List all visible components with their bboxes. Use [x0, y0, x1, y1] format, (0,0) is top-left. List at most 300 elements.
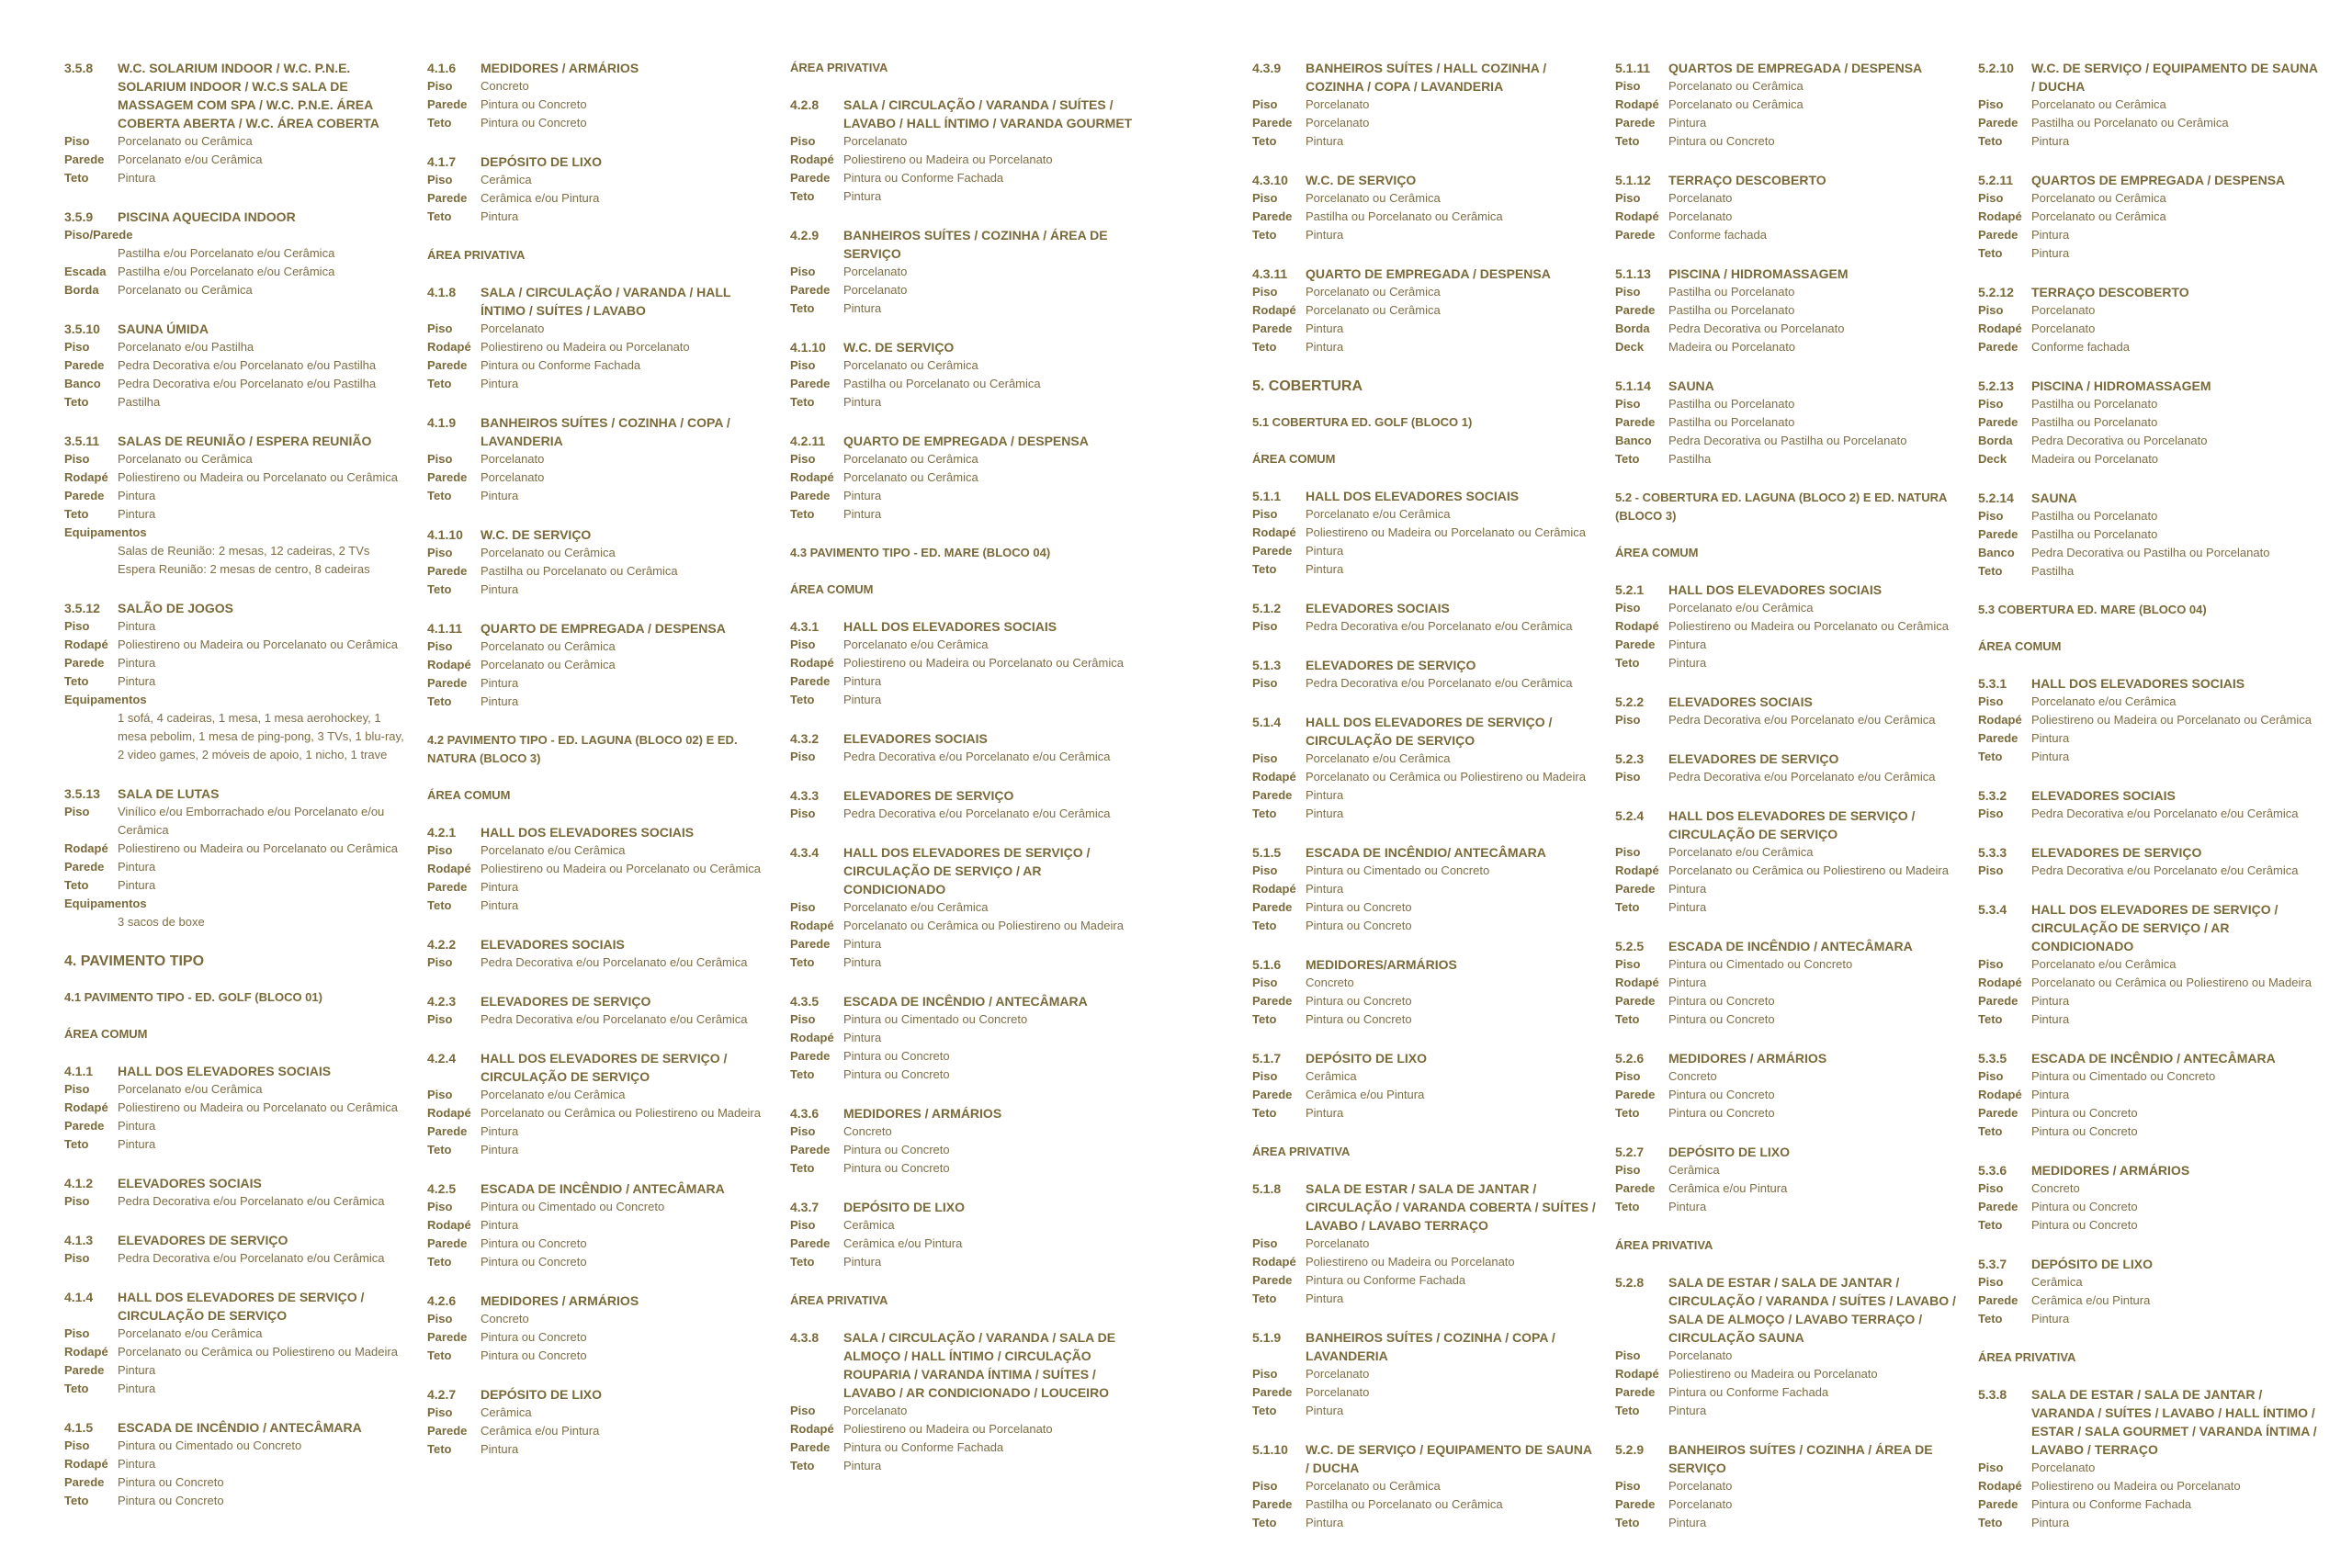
spec-row	[1978, 413, 2323, 432]
spec-label: Teto	[427, 582, 452, 596]
spec-label: Parede	[1978, 1497, 2018, 1511]
spec-label: Rodapé	[1978, 321, 2022, 335]
spec-row	[427, 189, 772, 208]
spec-label: Parede	[1615, 1497, 1656, 1511]
spec-section	[427, 619, 772, 711]
spec-value: Pastilha ou Porcelanato	[1668, 285, 1795, 299]
column-1	[64, 59, 409, 1530]
section-title: SALA / CIRCULAÇÃO / VARANDA / SALA DE ALMOÇO / HALL ÍNTIMO / CIRCULAÇÃO ROUPARIA / VARANDA ÍNTIMA / SUÍTES / LAVABO / AR CONDICIONADO / LOUCEIRO	[843, 1330, 1116, 1400]
spec-row	[1252, 1253, 1597, 1271]
spec-row	[1252, 1086, 1597, 1104]
section-title: ESCADA DE INCÊNDIO / ANTECÂMARA	[481, 1181, 725, 1196]
spec-row	[64, 468, 409, 487]
spec-label: Parede	[1615, 994, 1656, 1008]
spec-section	[1252, 1328, 1597, 1420]
spec-label: Parede	[427, 564, 468, 578]
section-number: 3.5.11	[64, 434, 100, 448]
spec-value: Pastilha ou Porcelanato	[2031, 509, 2158, 523]
spec-row	[1978, 1198, 2323, 1216]
section-title: W.C. SOLARIUM INDOOR / W.C. P.N.E. SOLARIUM INDOOR / W.C.S SALA DE MASSAGEM COM SPA / W.C. P.N.E. ÁREA COBERTA ABERTA / W.C. ÁREA COBERTA	[118, 61, 379, 130]
spec-section	[427, 59, 772, 132]
spec-label: Borda	[1615, 321, 1650, 335]
spec-label: Parede	[427, 191, 468, 205]
spec-row	[1615, 320, 1960, 338]
spec-label: Equipamentos	[64, 525, 147, 539]
spec-label: Parede	[64, 489, 105, 502]
section-number: 5.1.11	[1615, 61, 1651, 75]
spec-value: Pintura	[2031, 1088, 2070, 1101]
spec-label: Rodapé	[427, 1106, 471, 1120]
spec-value: Pintura	[1306, 1292, 1344, 1305]
spec-label: Parede	[64, 1363, 105, 1377]
section-title: PISCINA / HIDROMASSAGEM	[1668, 266, 1849, 281]
spec-value: Cerâmica e/ou Pintura	[481, 1424, 600, 1438]
spec-value: Conforme fachada	[2031, 340, 2130, 354]
section-title: SALA DE ESTAR / SALA DE JANTAR / VARANDA / SUÍTES / LAVABO / HALL ÍNTIMO / ESTAR / SALA GOURMET / VARANDA ÍNTIMA / LAVABO / TERRAÇO	[2031, 1387, 2317, 1457]
spec-row	[790, 898, 1135, 917]
spec-row	[1615, 1365, 1960, 1383]
spec-label: Piso	[64, 134, 90, 148]
section-heading	[427, 935, 772, 953]
spec-label: Parede	[790, 489, 831, 502]
section-heading	[64, 432, 409, 450]
spec-section	[1252, 656, 1597, 693]
section-number: 4.2.3	[427, 994, 457, 1009]
subsection-heading: 4.3 PAVIMENTO TIPO - ED. MARE (BLOCO 04)	[790, 546, 1051, 559]
spec-row	[1615, 617, 1960, 636]
spec-label: Parede	[1252, 116, 1293, 130]
spec-section	[427, 413, 772, 505]
spec-label: Rodapé	[1252, 525, 1296, 539]
section-number: 4.2.5	[427, 1181, 457, 1196]
spec-label: Rodapé	[790, 1422, 834, 1436]
spec-section	[1615, 693, 1960, 729]
spec-label: Piso	[1978, 1461, 2004, 1474]
section-number: 4.3.5	[790, 994, 820, 1009]
section-number: 5.2.4	[1615, 808, 1645, 823]
spec-value: Pedra Decorativa e/ou Porcelanato e/ou Cerâmica	[843, 750, 1111, 763]
spec-value: Cerâmica e/ou Pintura	[1306, 1088, 1425, 1101]
spec-label: Teto	[1615, 134, 1640, 148]
spec-value: Pintura	[843, 189, 882, 203]
spec-value: Porcelanato ou Cerâmica ou Poliestireno ou Madeira	[118, 1345, 398, 1359]
section-heading	[64, 320, 409, 338]
spec-label: Teto	[427, 898, 452, 912]
spec-label: Rodapé	[790, 919, 834, 932]
spec-row	[1252, 1495, 1597, 1514]
subsection-heading: ÁREA COMUM	[64, 1027, 148, 1041]
section-heading	[64, 1288, 409, 1325]
section-number: 4.3.4	[790, 845, 820, 860]
spec-label: Piso	[1615, 397, 1641, 411]
section-number: 5.1.13	[1615, 266, 1651, 281]
spec-label: Teto	[427, 1143, 452, 1156]
spec-value: Pintura	[481, 377, 519, 390]
chapter-heading: 4. PAVIMENTO TIPO	[64, 953, 205, 969]
section-heading	[1252, 955, 1597, 974]
section-title: BANHEIROS SUÍTES / COZINHA / COPA / LAVANDERIA	[1306, 1330, 1555, 1363]
section-number: 5.2.5	[1615, 939, 1645, 953]
spec-row	[427, 562, 772, 581]
spec-label: Teto	[1978, 1218, 2003, 1232]
spec-value: Pintura ou Conforme Fachada	[1668, 1385, 1829, 1399]
spec-row	[1978, 320, 2323, 338]
spec-value: Pintura	[118, 619, 156, 633]
spec-row	[1615, 1495, 1960, 1514]
spec-row	[64, 1380, 409, 1398]
section-heading	[790, 729, 1135, 748]
section-heading	[1615, 581, 1960, 599]
spec-row	[64, 151, 409, 169]
subsection-heading: ÁREA PRIVATIVA	[1978, 1350, 2076, 1364]
section-title: ESCADA DE INCÊNDIO / ANTECÂMARA	[1668, 939, 1913, 953]
spec-row	[790, 187, 1135, 206]
spec-section	[1978, 674, 2323, 766]
spec-label: Piso	[427, 843, 453, 857]
section-number: 4.3.10	[1252, 173, 1288, 187]
section-title: DEPÓSITO DE LIXO	[481, 154, 602, 169]
spec-section	[1252, 955, 1597, 1029]
spec-label: Parede	[427, 470, 468, 484]
spec-label: Teto	[427, 209, 452, 223]
spec-value: Porcelanato ou Cerâmica ou Poliestireno ou Madeira	[1668, 863, 1949, 877]
spec-label: Parede	[427, 1236, 468, 1250]
section-number: 4.1.3	[64, 1233, 94, 1247]
spec-row	[427, 581, 772, 599]
spec-value: Pintura	[1668, 1200, 1707, 1213]
spec-value: Pintura	[1668, 976, 1707, 989]
spec-section	[1978, 843, 2323, 880]
spec-row	[64, 803, 409, 840]
spec-value: Pintura	[2031, 228, 2070, 242]
section-heading	[1615, 1440, 1960, 1477]
spec-label: Piso	[1615, 770, 1641, 784]
spec-label: Piso	[1615, 957, 1641, 971]
spec-value: Pintura ou Concreto	[1668, 1088, 1775, 1101]
spec-label: Rodapé	[427, 1218, 471, 1232]
spec-value: Vinílico e/ou Emborrachado e/ou Porcelanato e/ou Cerâmica	[118, 805, 385, 837]
section-number: 5.2.3	[1615, 751, 1645, 766]
spec-row	[427, 487, 772, 505]
spec-row	[1615, 1347, 1960, 1365]
spec-label: Parede	[1978, 1293, 2018, 1307]
spec-row	[64, 338, 409, 356]
spec-value: Pintura	[2031, 1312, 2070, 1325]
spec-row	[64, 281, 409, 299]
spec-value: Pintura	[118, 171, 156, 185]
spec-row	[790, 672, 1135, 691]
section-title: BANHEIROS SUÍTES / COZINHA / ÁREA DE SERVIÇO	[1668, 1442, 1933, 1475]
section-number: 4.2.1	[427, 825, 457, 840]
spec-label: Rodapé	[1978, 1479, 2022, 1493]
spec-value: Porcelanato ou Cerâmica	[481, 546, 616, 559]
section-title: ESCADA DE INCÊNDIO / ANTECÂMARA	[843, 994, 1088, 1009]
section-title: SALÃO DE JOGOS	[118, 601, 234, 615]
spec-label: Rodapé	[1978, 209, 2022, 223]
spec-section	[1252, 487, 1597, 579]
spec-label: Teto	[790, 301, 815, 315]
section-title: HALL DOS ELEVADORES SOCIAIS	[1668, 582, 1883, 597]
spec-value: Poliestireno ou Madeira ou Porcelanato	[481, 340, 690, 354]
spec-row	[1978, 1514, 2323, 1532]
spec-row	[427, 1104, 772, 1122]
spec-section	[427, 1292, 772, 1365]
spec-row	[64, 1192, 409, 1211]
spec-row	[790, 917, 1135, 935]
spec-label: Rodapé	[64, 637, 108, 651]
section-heading	[64, 208, 409, 226]
spec-label: Teto	[790, 1067, 815, 1081]
spec-row	[790, 1402, 1135, 1420]
spec-value: Porcelanato	[1668, 1497, 1733, 1511]
spec-label: Piso	[1615, 845, 1641, 859]
spec-value: Pintura	[1306, 1516, 1344, 1529]
section-heading	[1978, 1385, 2323, 1459]
section-number: 5.3.1	[1978, 676, 2007, 691]
spec-label: Banco	[1978, 546, 2015, 559]
section-number: 5.3.4	[1978, 902, 2007, 917]
spec-label: Piso	[1615, 1069, 1641, 1083]
spec-value: Poliestireno ou Madeira ou Porcelanato ou Cerâmica	[118, 470, 398, 484]
spec-row	[427, 674, 772, 693]
section-heading	[64, 1174, 409, 1192]
spec-row	[64, 1099, 409, 1117]
spec-value: Pintura	[1306, 882, 1344, 896]
spec-value: Pedra Decorativa ou Pastilha ou Porcelanato	[2031, 546, 2270, 559]
spec-value: Pedra Decorativa e/ou Porcelanato e/ou Cerâmica	[481, 955, 748, 969]
spec-row	[64, 654, 409, 672]
spec-note: 3 sacos de boxe	[118, 915, 205, 929]
section-number: 5.1.14	[1615, 378, 1651, 393]
spec-row	[427, 1010, 772, 1029]
spec-value: Pintura	[1306, 807, 1344, 820]
spec-value: Porcelanato e/ou Cerâmica	[118, 1082, 263, 1096]
spec-value: Pastilha ou Porcelanato ou Cerâmica	[481, 564, 678, 578]
section-heading	[64, 1062, 409, 1080]
spec-label: Piso	[1978, 1275, 2004, 1289]
spec-section	[64, 320, 409, 412]
spec-value: Concreto	[1668, 1069, 1717, 1083]
spec-label: Piso	[1978, 97, 2004, 111]
section-heading	[1978, 1049, 2323, 1067]
spec-value: Concreto	[2031, 1181, 2080, 1195]
spec-label: Parede	[790, 283, 831, 297]
spec-label: Piso	[790, 358, 816, 372]
spec-value: Porcelanato e/ou Cerâmica	[1306, 751, 1451, 765]
section-heading	[1978, 1161, 2323, 1179]
spec-row	[1252, 1402, 1597, 1420]
section-number: 3.5.9	[64, 209, 94, 224]
spec-value: Pintura ou Concreto	[1668, 134, 1775, 148]
section-heading	[790, 432, 1135, 450]
spec-row	[64, 132, 409, 151]
spec-value: Porcelanato ou Cerâmica	[481, 658, 616, 671]
spec-row	[1615, 1161, 1960, 1179]
spec-value: Pintura	[843, 955, 882, 969]
spec-section	[790, 1328, 1135, 1475]
spec-label: Piso	[790, 452, 816, 466]
spec-value: Poliestireno ou Madeira ou Porcelanato	[2031, 1479, 2241, 1493]
spec-row	[427, 338, 772, 356]
spec-row	[1615, 599, 1960, 617]
section-title: W.C. DE SERVIÇO / EQUIPAMENTO DE SAUNA / DUCHA	[1306, 1442, 1592, 1475]
spec-section	[1978, 377, 2323, 468]
subsection-heading: 5.2 - COBERTURA ED. LAGUNA (BLOCO 2) E ED. NATURA (BLOCO 3)	[1615, 491, 1947, 523]
spec-value: Pintura ou Concreto	[1306, 994, 1412, 1008]
spec-row	[1978, 862, 2323, 880]
spec-row	[427, 693, 772, 711]
spec-label: Teto	[1252, 1404, 1277, 1417]
spec-label: Parede	[427, 676, 468, 690]
spec-label: Rodapé	[64, 1345, 108, 1359]
section-title: HALL DOS ELEVADORES DE SERVIÇO / CIRCULAÇÃO DE SERVIÇO	[1668, 808, 1916, 841]
section-heading	[790, 786, 1135, 805]
spec-row	[427, 544, 772, 562]
spec-value: Pintura	[2031, 246, 2070, 260]
spec-row	[1252, 1477, 1597, 1495]
spec-value: Pintura	[481, 1218, 519, 1232]
section-title: DEPÓSITO DE LIXO	[1306, 1051, 1427, 1066]
section-number: 4.3.7	[790, 1200, 820, 1214]
spec-value: Poliestireno ou Madeira ou Porcelanato	[843, 1422, 1053, 1436]
section-number: 4.2.8	[790, 97, 820, 112]
spec-label: Rodapé	[790, 1031, 834, 1044]
spec-label: Piso	[1252, 1479, 1278, 1493]
spec-row	[790, 953, 1135, 972]
spec-row	[64, 1343, 409, 1361]
spec-label: Rodapé	[1978, 1088, 2022, 1101]
section-title: ELEVADORES SOCIAIS	[118, 1176, 262, 1190]
section-heading	[427, 525, 772, 544]
spec-value: Pintura	[118, 507, 156, 521]
spec-label: Parede	[64, 1475, 105, 1489]
spec-value: Pintura ou Concreto	[1668, 994, 1775, 1008]
section-number: 5.2.8	[1615, 1275, 1645, 1290]
spec-label: Parede	[1252, 1088, 1293, 1101]
spec-label: Parede	[1978, 340, 2018, 354]
spec-section	[64, 1062, 409, 1154]
spec-row	[427, 171, 772, 189]
spec-value: Pintura	[118, 489, 156, 502]
spec-row	[1252, 1365, 1597, 1383]
spec-label: Parede	[1615, 1385, 1656, 1399]
spec-row	[1252, 617, 1597, 636]
subsection-heading: ÁREA COMUM	[1252, 452, 1336, 466]
section-number: 5.1.9	[1252, 1330, 1282, 1345]
spec-label: Parede	[1978, 527, 2018, 541]
spec-label: Piso	[427, 173, 453, 186]
section-title: PISCINA / HIDROMASSAGEM	[2031, 378, 2211, 393]
section-number: 5.2.7	[1615, 1145, 1645, 1159]
spec-label: Piso	[790, 1404, 816, 1417]
spec-row	[1252, 1271, 1597, 1290]
spec-value: Porcelanato ou Cerâmica	[1306, 285, 1441, 299]
spec-label: Teto	[64, 674, 89, 688]
section-heading	[427, 823, 772, 841]
spec-row	[1252, 226, 1597, 244]
spec-value: Poliestireno ou Madeira ou Porcelanato ou Cerâmica	[118, 1100, 398, 1114]
section-title: MEDIDORES / ARMÁRIOS	[2031, 1163, 2190, 1178]
spec-row	[64, 1437, 409, 1455]
spec-row	[427, 468, 772, 487]
spec-value: Pintura	[481, 880, 519, 894]
section-heading	[427, 992, 772, 1010]
spec-value: Pastilha	[118, 395, 161, 409]
spec-row	[1252, 505, 1597, 524]
spec-value: Pintura ou Conforme Fachada	[843, 1440, 1004, 1454]
section-number: 4.1.2	[64, 1176, 94, 1190]
spec-value: Porcelanato ou Cerâmica ou Poliestireno ou Madeira	[481, 1106, 761, 1120]
section-title: ELEVADORES DE SERVIÇO	[1306, 658, 1476, 672]
spec-value: Pastilha ou Porcelanato ou Cerâmica	[1306, 1497, 1503, 1511]
spec-row	[427, 1198, 772, 1216]
spec-value: Poliestireno ou Madeira ou Porcelanato ou Cerâmica	[2031, 713, 2312, 727]
section-title: SAUNA	[1668, 378, 1714, 393]
spec-label: Parede	[1615, 1088, 1656, 1101]
spec-section	[64, 1231, 409, 1268]
spec-row	[790, 1066, 1135, 1084]
spec-label: Piso	[427, 1200, 453, 1213]
spec-row	[1252, 898, 1597, 917]
spec-row	[1978, 1477, 2323, 1495]
spec-section	[1978, 171, 2323, 263]
spec-value: Porcelanato ou Cerâmica ou Poliestireno ou Madeira	[843, 919, 1124, 932]
section-title: BANHEIROS SUÍTES / COZINHA / COPA / LAVANDERIA	[481, 415, 730, 448]
spec-label: Deck	[1978, 452, 2007, 466]
section-number: 4.2.9	[790, 228, 820, 243]
spec-label: Piso	[1978, 1069, 2004, 1083]
spec-value: Porcelanato	[1668, 209, 1733, 223]
section-heading	[427, 1385, 772, 1404]
spec-value: Pintura	[481, 209, 519, 223]
spec-section	[790, 226, 1135, 318]
spec-label: Parede	[427, 97, 468, 111]
spec-value: Pintura	[481, 1143, 519, 1156]
spec-row	[64, 672, 409, 691]
spec-label: Teto	[64, 1494, 89, 1507]
spec-section	[1615, 750, 1960, 786]
section-heading	[790, 96, 1135, 132]
spec-value: Conforme fachada	[1668, 228, 1767, 242]
spec-value: Cerâmica e/ou Pintura	[481, 191, 600, 205]
spec-row	[1615, 301, 1960, 320]
spec-value: Pintura	[481, 1124, 519, 1138]
spec-row	[1252, 560, 1597, 579]
section-number: 5.2.6	[1615, 1051, 1645, 1066]
spec-label: Piso	[1252, 676, 1278, 690]
spec-section	[790, 1104, 1135, 1178]
spec-row	[1615, 1179, 1960, 1198]
spec-label: Rodapé	[427, 340, 471, 354]
section-heading	[790, 1104, 1135, 1122]
spec-value: Poliestireno ou Madeira ou Porcelanato ou Cerâmica	[118, 637, 398, 651]
spec-row	[790, 450, 1135, 468]
spec-row	[427, 656, 772, 674]
spec-row	[64, 858, 409, 876]
spec-row	[1978, 1310, 2323, 1328]
spec-section	[1978, 1049, 2323, 1141]
spec-value: Pintura	[843, 1459, 882, 1472]
spec-label: Parede	[427, 358, 468, 372]
section-heading	[790, 1198, 1135, 1216]
spec-label: Piso	[1615, 191, 1641, 205]
spec-label: Teto	[427, 694, 452, 708]
spec-value: Porcelanato	[1668, 191, 1733, 205]
spec-section	[1252, 1440, 1597, 1532]
spec-row	[1615, 992, 1960, 1010]
spec-value: Pintura	[118, 674, 156, 688]
spec-label: Parede	[427, 1124, 468, 1138]
